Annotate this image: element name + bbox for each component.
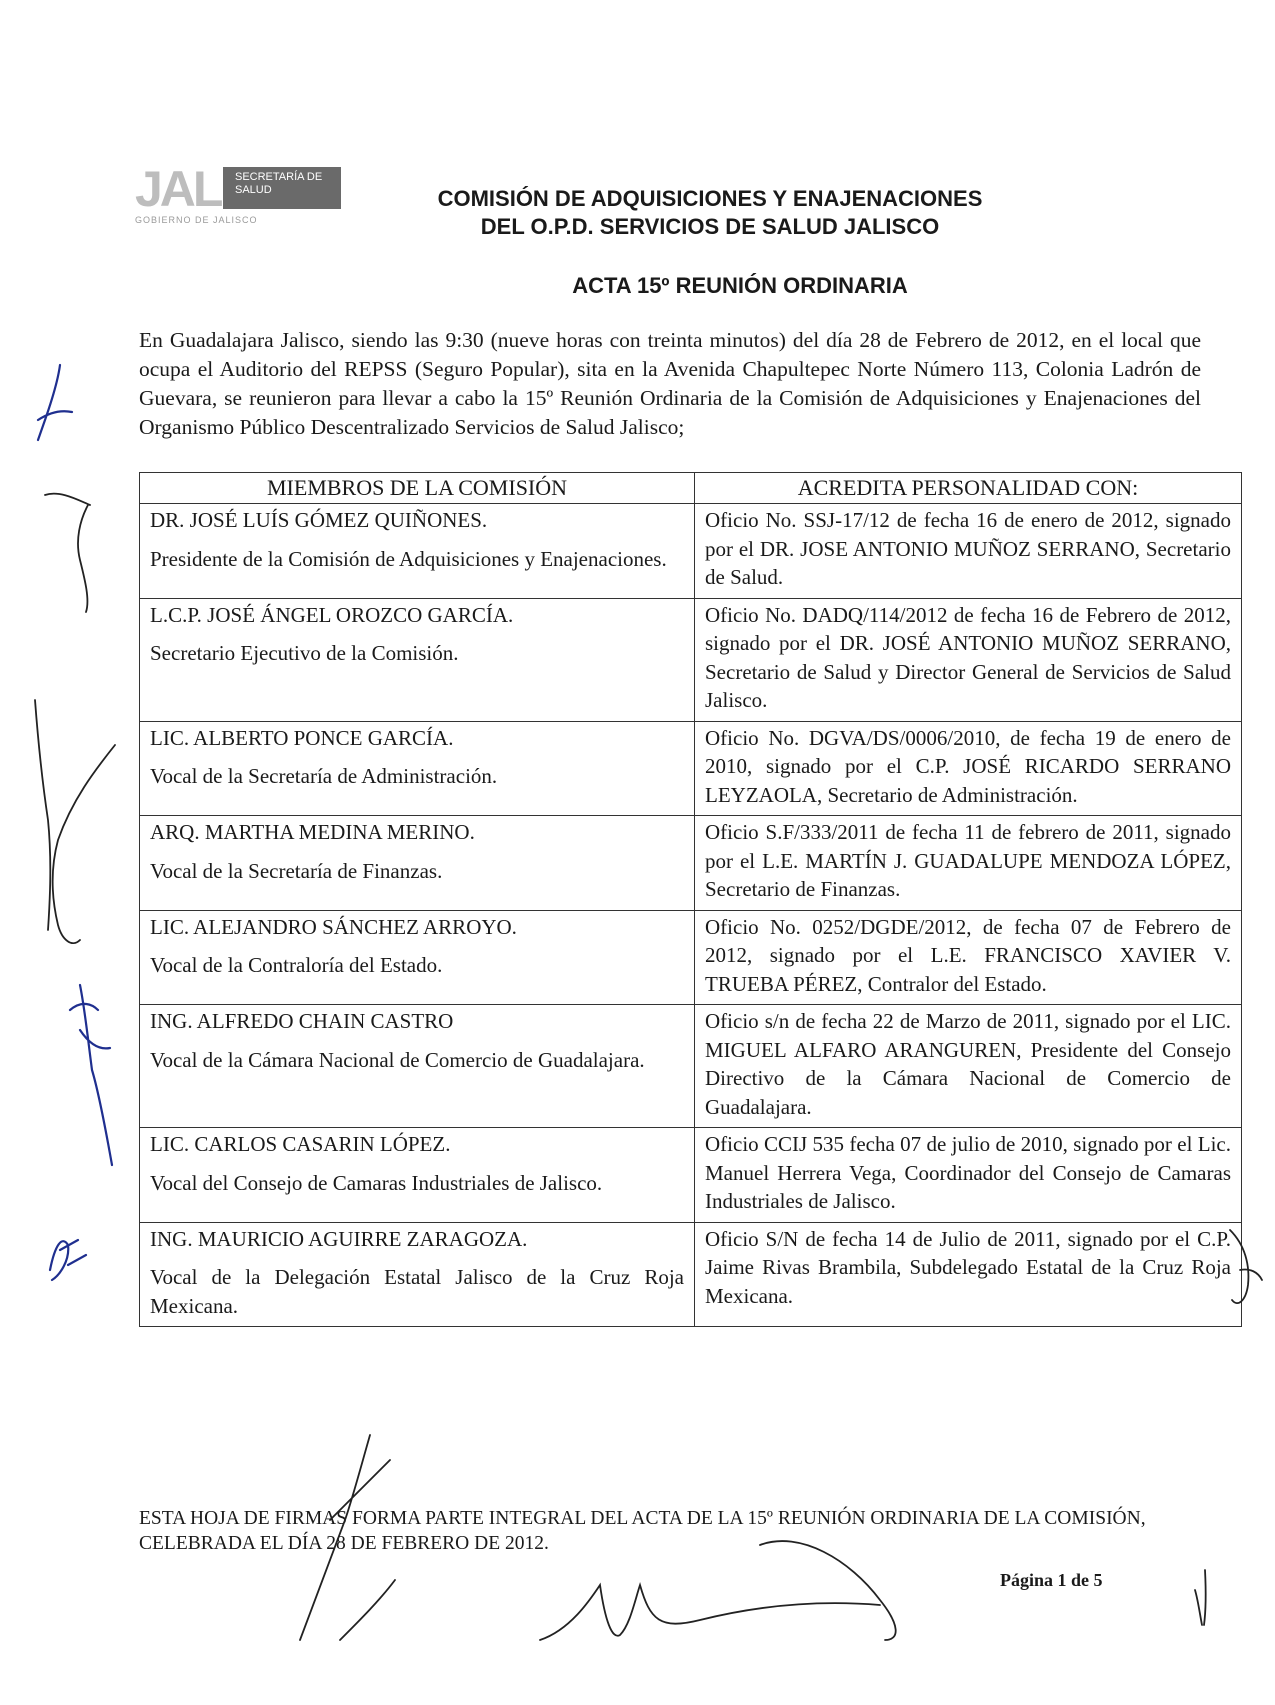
member-name: LIC. ALEJANDRO SÁNCHEZ ARROYO. — [150, 914, 517, 939]
table-row — [140, 721, 1242, 816]
member-role: Vocal de la Contraloría del Estado. — [150, 953, 443, 977]
table-row — [140, 504, 1242, 599]
member-role: Secretario Ejecutivo de la Comisión. — [150, 641, 459, 665]
logo-box — [223, 167, 341, 209]
initial-mark-5 — [70, 985, 112, 1165]
table-row — [140, 816, 1242, 911]
credential-cell — [695, 504, 1242, 599]
col-header-credentials: ACREDITA PERSONALIDAD CON: — [695, 473, 1242, 504]
header-title-line2: DEL O.P.D. SERVICIOS DE SALUD JALISCO — [480, 214, 940, 239]
member-cell — [140, 1222, 695, 1327]
member-credential: Oficio No. DGVA/DS/0006/2010, de fecha 19 de enero de 2010, signado por el C.P. JOSÉ RICARDO SERRANO LEYZAOLA, Secretario de Administración. — [705, 725, 1231, 807]
member-role: Vocal de la Secretaría de Finanzas. — [150, 858, 443, 883]
member-name: LIC. ALBERTO PONCE GARCÍA. — [150, 725, 454, 750]
credential-cell — [695, 1222, 1242, 1327]
page-number: Página 1 de 5 — [1000, 1570, 1103, 1590]
initial-mark-9 — [1195, 1570, 1206, 1625]
credential-cell — [695, 1128, 1242, 1223]
member-cell — [140, 1128, 695, 1223]
table-row — [140, 910, 1242, 1005]
initial-mark-3 — [35, 700, 115, 943]
acta-title: ACTA 15º REUNIÓN ORDINARIA — [572, 273, 908, 298]
credential-cell — [695, 816, 1242, 911]
header-title-line1: COMISIÓN DE ADQUISICIONES Y ENAJENACIONES — [437, 186, 983, 211]
credential-cell — [695, 910, 1242, 1005]
logo-box-line1: SECRETARÍA DE — [235, 171, 323, 183]
member-cell — [140, 816, 695, 911]
member-role: Vocal de la Secretaría de Administración. — [150, 764, 498, 788]
table-row — [140, 1128, 1242, 1223]
member-cell — [140, 1005, 695, 1128]
initial-mark-2 — [45, 494, 90, 612]
initial-mark-7 — [50, 1240, 86, 1280]
credential-cell — [695, 1005, 1242, 1128]
footer-signature-2 — [540, 1585, 880, 1640]
intro-paragraph: En Guadalajara Jalisco, siendo las 9:30 (nueve horas con treinta minutos) del día 28 de Febrero de 2012, en el local que ocupa el Auditorio del REPSS (Seguro Popular), sita en la Avenida Chapultepec Norte Número 113, Colonia Ladrón de Guevara, se reunieron para llevar a cabo la 15º Reunión Ordinaria de la Comisión de Adquisiciones y Enajenaciones del Organismo Público Descentralizado Servicios de Salud Jalisco; — [139, 328, 1201, 439]
member-role: Vocal de la Delegación Estatal Jalisco de la Cruz Roja Mexicana. — [150, 1265, 684, 1318]
member-name: ARQ. MARTHA MEDINA MERINO. — [150, 820, 475, 844]
table-row — [140, 1005, 1242, 1128]
member-role: Vocal del Consejo de Camaras Industriales de Jalisco. — [150, 1170, 603, 1195]
table-row — [140, 598, 1242, 721]
footer-note: ESTA HOJA DE FIRMAS FORMA PARTE INTEGRAL DEL ACTA DE LA 15º REUNIÓN ORDINARIA DE LA COMISIÓN, CELEBRADA EL DÍA 28 DE FEBRERO DE 2012. — [139, 1508, 1146, 1554]
logo-subtitle: GOBIERNO DE JALISCO — [135, 215, 258, 225]
initial-mark-1 — [38, 365, 72, 440]
member-credential: Oficio No. SSJ-17/12 de fecha 16 de enero de 2012, signado por el DR. JOSE ANTONIO MUÑOZ SERRANO, Secretario de Salud. — [705, 508, 1231, 589]
member-name: ING. MAURICIO AGUIRRE ZARAGOZA. — [150, 1226, 528, 1251]
member-cell — [140, 504, 695, 599]
member-name: DR. JOSÉ LUÍS GÓMEZ QUIÑONES. — [150, 508, 488, 532]
member-role: Presidente de la Comisión de Adquisiciones y Enajenaciones. — [150, 546, 667, 571]
table-row — [140, 1222, 1242, 1327]
member-cell — [140, 721, 695, 816]
member-credential: Oficio No. 0252/DGDE/2012, de fecha 07 de Febrero de 2012, signado por el L.E. FRANCISCO XAVIER V. TRUEBA PÉREZ, Contralor del Estado. — [705, 914, 1231, 996]
member-credential: Oficio S/N de fecha 14 de Julio de 2011, signado por el C.P. Jaime Rivas Brambila, Subdelegado Estatal de la Cruz Roja Mexicana. — [705, 1226, 1231, 1308]
logo-mark: JAL — [135, 161, 221, 217]
member-credential: Oficio s/n de fecha 22 de Marzo de 2011, signado por el LIC. MIGUEL ALFARO ARANGUREN, Presidente del Consejo Directivo de la Cámara Nacional de Comercio de Guadalajara. — [705, 1009, 1231, 1119]
col-header-members: MIEMBROS DE LA COMISIÓN — [140, 473, 695, 504]
member-cell — [140, 598, 695, 721]
table-header-row — [140, 473, 1242, 504]
members-table — [139, 472, 1242, 1327]
logo — [135, 161, 350, 235]
member-name: L.C.P. JOSÉ ÁNGEL OROZCO GARCÍA. — [150, 602, 514, 627]
credential-cell — [695, 598, 1242, 721]
member-cell — [140, 910, 695, 1005]
member-credential: Oficio CCIJ 535 fecha 07 de julio de 2010, signado por el Lic. Manuel Herrera Vega, Coordinador del Consejo de Camaras Industriales de Jalisco. — [705, 1132, 1231, 1213]
member-credential: Oficio No. DADQ/114/2012 de fecha 16 de Febrero de 2012, signado por el DR. JOSÉ ANTONIO MUÑOZ SERRANO, Secretario de Salud y Director General de Servicios de Salud Jalisco. — [705, 602, 1231, 712]
member-name: ING. ALFREDO CHAIN CASTRO — [150, 1009, 454, 1033]
member-name: LIC. CARLOS CASARIN LÓPEZ. — [150, 1132, 451, 1156]
member-role: Vocal de la Cámara Nacional de Comercio de Guadalajara. — [150, 1047, 645, 1072]
member-credential: Oficio S.F/333/2011 de fecha 11 de febrero de 2011, signado por el L.E. MARTÍN J. GUADALUPE MENDOZA LÓPEZ, Secretario de Finanzas. — [705, 820, 1231, 901]
credential-cell — [695, 721, 1242, 816]
logo-box-line2: SALUD — [235, 184, 272, 196]
